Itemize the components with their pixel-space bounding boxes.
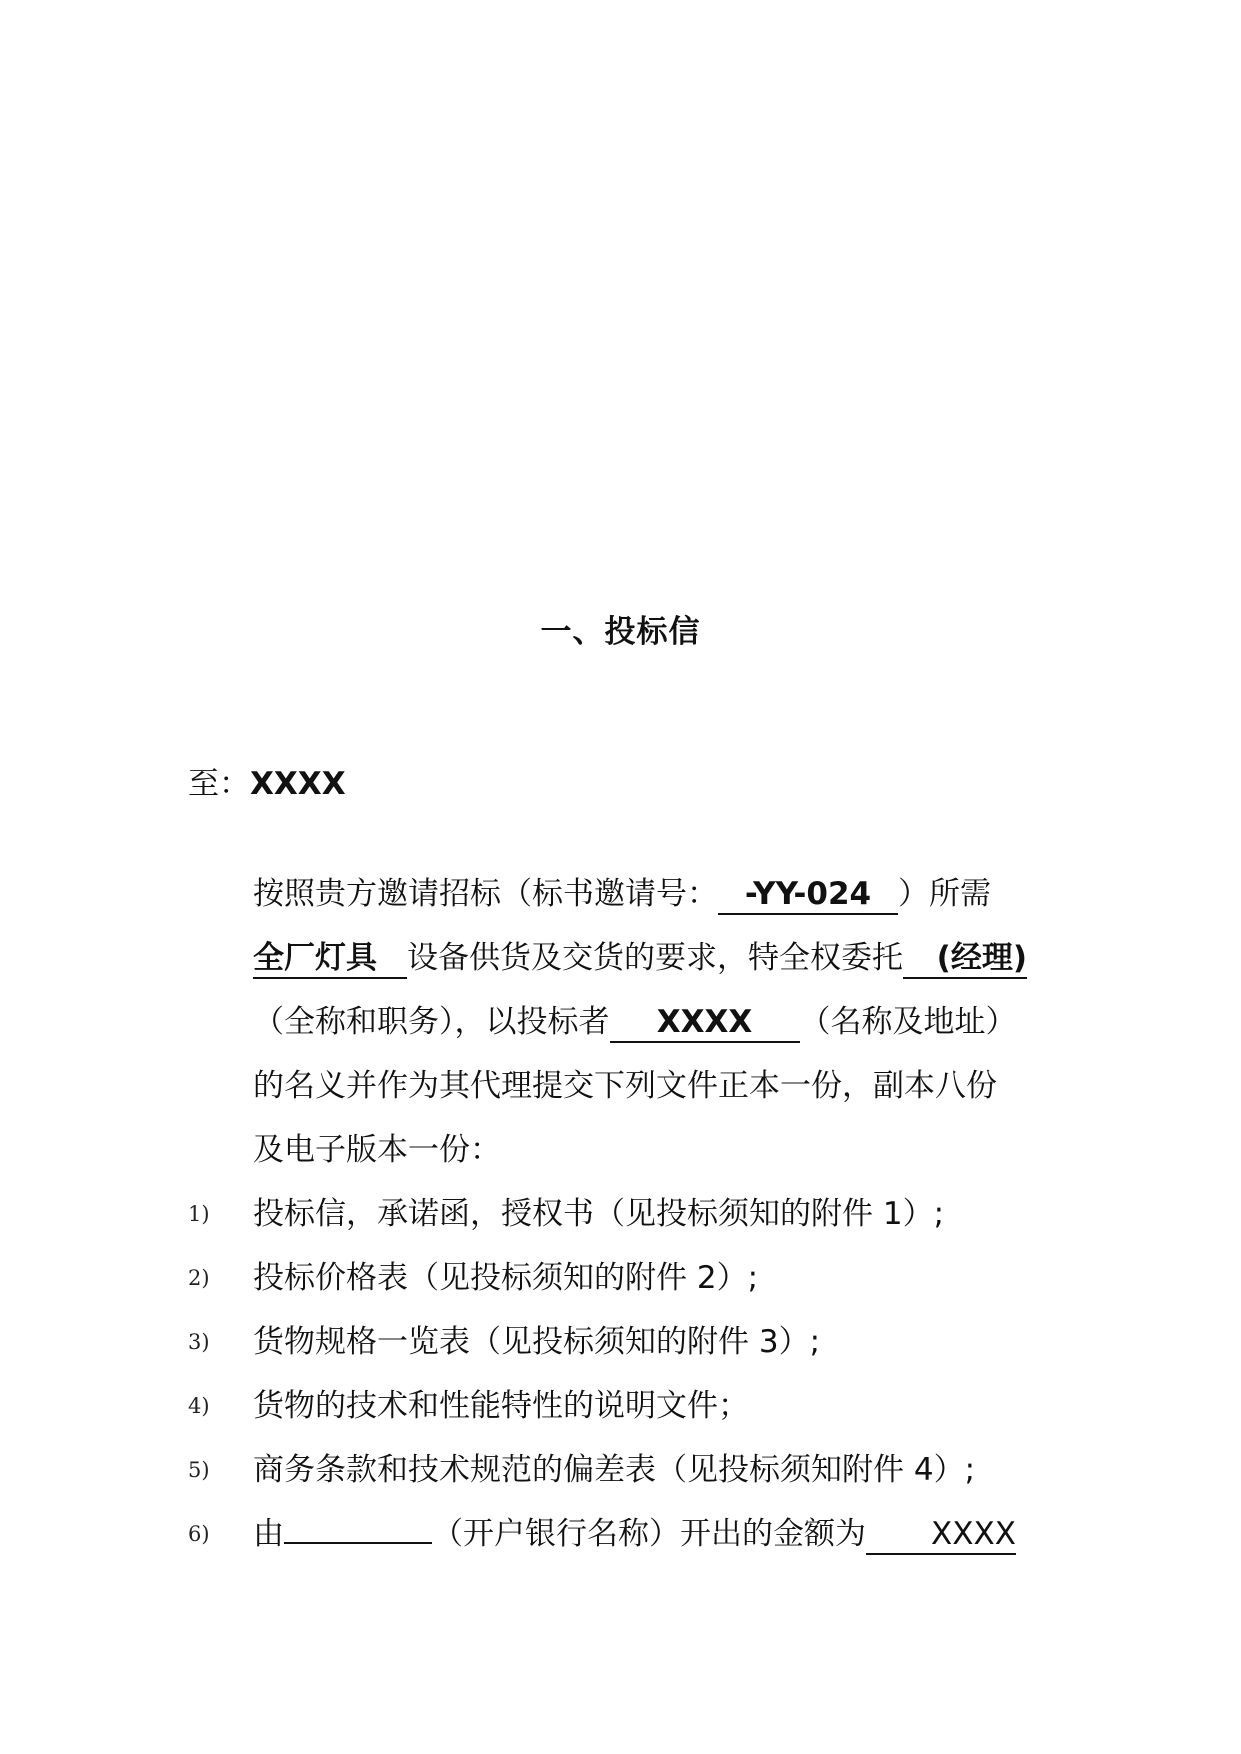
recipient-name: XXXX bbox=[250, 766, 346, 802]
list-item-number: 6) bbox=[188, 1522, 210, 1546]
intro-line-3 bbox=[253, 1000, 1017, 1044]
salutation-prefix: 至： bbox=[188, 766, 250, 802]
intro-text: ）所需 bbox=[898, 876, 991, 912]
intro-text: 按照贵方邀请招标（标书邀请号： bbox=[253, 876, 718, 912]
list-item-number: 5) bbox=[188, 1458, 210, 1482]
bank-name-field bbox=[284, 1542, 432, 1544]
intro-line-5: 及电子版本一份： bbox=[253, 1132, 501, 1168]
list-item: 投标价格表（见投标须知的附件 2）; bbox=[253, 1260, 759, 1296]
document-title: 一、投标信 bbox=[540, 614, 701, 650]
intro-text: 设备供货及交货的要求，特全权委托 bbox=[407, 940, 903, 976]
list-item-text: （开户银行名称）开出的金额为 bbox=[432, 1516, 866, 1552]
invitation-number-field: -YY-024 bbox=[718, 875, 898, 915]
intro-line-4: 的名义并作为其代理提交下列文件正本一份，副本八份 bbox=[253, 1068, 997, 1104]
list-item-number: 4) bbox=[188, 1394, 210, 1418]
list-item: 投标信，承诺函，授权书（见投标须知的附件 1）; bbox=[253, 1196, 945, 1232]
list-item-text: 由 bbox=[253, 1516, 284, 1552]
list-item-number: 2) bbox=[188, 1266, 210, 1290]
list-item-number: 3) bbox=[188, 1330, 210, 1354]
intro-text: （全称和职务），以投标者 bbox=[253, 1004, 610, 1040]
list-item: 货物的技术和性能特性的说明文件； bbox=[253, 1388, 749, 1424]
delegate-field: (经理) bbox=[903, 939, 1027, 979]
intro-text: （名称及地址） bbox=[799, 1004, 1017, 1040]
intro-line-2 bbox=[253, 936, 1027, 980]
amount-field: XXXX bbox=[866, 1515, 1016, 1555]
bidder-name-field: XXXX bbox=[610, 1003, 800, 1043]
list-item: 货物规格一览表（见投标须知的附件 3）; bbox=[253, 1324, 821, 1360]
list-item: 商务条款和技术规范的偏差表（见投标须知附件 4）; bbox=[253, 1452, 976, 1488]
list-item-number: 1) bbox=[188, 1202, 210, 1226]
intro-line-1 bbox=[253, 872, 991, 916]
project-name-field: 全厂灯具 bbox=[253, 939, 407, 979]
salutation bbox=[188, 762, 346, 806]
list-item bbox=[253, 1512, 1016, 1556]
